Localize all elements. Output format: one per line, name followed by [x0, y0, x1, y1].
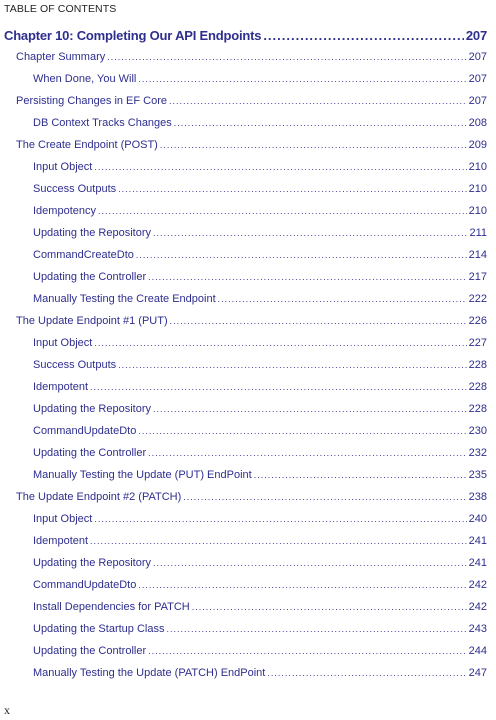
toc-entry[interactable] — [16, 51, 487, 63]
toc-entry-page-number: 235 — [468, 469, 487, 481]
toc-entry[interactable] — [33, 579, 487, 591]
toc-entry[interactable] — [33, 601, 487, 613]
toc-entry-page-number: 226 — [468, 315, 487, 327]
dot-leader — [267, 668, 466, 678]
toc-entry-title: Persisting Changes in EF Core — [16, 95, 168, 107]
toc-entry-page-number: 247 — [468, 667, 487, 679]
toc-entry[interactable] — [16, 95, 487, 107]
toc-entry-page-number: 228 — [468, 403, 487, 415]
toc-entry-title: Install Dependencies for PATCH — [33, 601, 190, 613]
toc-entry[interactable] — [33, 645, 487, 657]
toc-entry-title: When Done, You Will — [33, 73, 137, 85]
dot-leader — [90, 536, 467, 546]
toc-entry-page-number: 214 — [468, 249, 487, 261]
toc-entry-page-number: 238 — [468, 491, 487, 503]
toc-entry-page-number: 207 — [468, 51, 487, 63]
dot-leader — [254, 470, 467, 480]
toc-entry-title: CommandUpdateDto — [33, 425, 137, 437]
toc-entry-page-number: 244 — [468, 645, 487, 657]
toc-entry-page-number: 208 — [468, 117, 487, 129]
toc-entry[interactable] — [33, 557, 487, 569]
toc-entry-page-number: 227 — [468, 337, 487, 349]
toc-entry-title: The Update Endpoint #2 (PATCH) — [16, 491, 182, 503]
dot-leader — [94, 162, 466, 172]
toc-entry-page-number: 210 — [468, 161, 487, 173]
toc-entry-page-number: 211 — [469, 227, 487, 239]
dot-leader — [118, 360, 466, 370]
dot-leader — [148, 646, 467, 656]
toc-entry-title: CommandUpdateDto — [33, 579, 137, 591]
toc-entry-page-number: 230 — [468, 425, 487, 437]
dot-leader — [138, 580, 466, 590]
toc-entry[interactable] — [16, 139, 487, 151]
dot-leader — [98, 206, 467, 216]
toc-entry-title: CommandCreateDto — [33, 249, 134, 261]
toc-entry-page-number: 232 — [468, 447, 487, 459]
toc-entry-page-number: 210 — [468, 183, 487, 195]
dot-leader — [138, 426, 466, 436]
toc-entry-page-number: 210 — [468, 205, 487, 217]
toc-entry-page-number: 228 — [468, 381, 487, 393]
dot-leader — [148, 448, 467, 458]
toc-entry[interactable] — [33, 205, 487, 217]
toc-entry[interactable] — [33, 623, 487, 635]
toc-entry-title: Manually Testing the Update (PATCH) EndPoint — [33, 667, 266, 679]
toc-entry-title: Input Object — [33, 161, 93, 173]
toc-chapter-entry[interactable] — [4, 28, 487, 43]
toc-entry-page-number: 207 — [468, 95, 487, 107]
toc-entry[interactable] — [33, 161, 487, 173]
toc-entry[interactable] — [33, 469, 487, 481]
dot-leader — [138, 74, 466, 84]
dot-leader — [90, 382, 467, 392]
toc-entry[interactable] — [33, 447, 487, 459]
toc-entry[interactable] — [33, 293, 487, 305]
page-header: TABLE OF CONTENTS — [4, 3, 117, 15]
dot-leader — [160, 140, 467, 150]
toc-entry-page-number: 241 — [468, 557, 487, 569]
dot-leader — [170, 316, 467, 326]
toc-entry[interactable] — [33, 271, 487, 283]
toc-entry-page-number: 217 — [468, 271, 487, 283]
toc-entry[interactable] — [33, 117, 487, 129]
toc-entry-page-number: 207 — [465, 28, 487, 43]
toc-entry-page-number: 240 — [468, 513, 487, 525]
toc-entry-title: Idempotency — [33, 205, 96, 217]
dot-leader — [153, 558, 467, 568]
toc-entry-title: Chapter Summary — [16, 51, 106, 63]
toc-entry[interactable] — [33, 535, 487, 547]
toc-entry-title: Chapter 10: Completing Our API Endpoints — [4, 28, 262, 43]
dot-leader — [118, 184, 466, 194]
toc-entry-title: Updating the Controller — [33, 645, 147, 657]
toc-entry[interactable] — [33, 425, 487, 437]
toc-entry-page-number: 242 — [468, 601, 487, 613]
toc-entry-title: Idempotent — [33, 535, 89, 547]
toc-entry-title: Updating the Startup Class — [33, 623, 165, 635]
dot-leader — [107, 52, 466, 62]
dot-leader — [183, 492, 466, 502]
dot-leader — [174, 118, 467, 128]
toc-entry-title: The Create Endpoint (POST) — [16, 139, 158, 151]
toc-entry-title: Manually Testing the Create Endpoint — [33, 293, 216, 305]
toc-entry-title: Updating the Controller — [33, 447, 147, 459]
dot-leader — [94, 514, 466, 524]
toc-entry-title: Idempotent — [33, 381, 89, 393]
toc-entry-title: Updating the Controller — [33, 271, 147, 283]
dot-leader — [153, 228, 467, 238]
toc-entry-title: Manually Testing the Update (PUT) EndPoint — [33, 469, 252, 481]
dot-leader — [218, 294, 467, 304]
toc-entry-title: Updating the Repository — [33, 403, 152, 415]
dot-leader — [94, 338, 466, 348]
toc-entry-page-number: 222 — [468, 293, 487, 305]
toc-entry-page-number: 228 — [468, 359, 487, 371]
toc-entry[interactable] — [33, 227, 487, 239]
dot-leader — [136, 250, 467, 260]
toc-entry[interactable] — [33, 359, 487, 371]
toc-entry[interactable] — [33, 249, 487, 261]
toc-entry-page-number: 241 — [468, 535, 487, 547]
dot-leader — [169, 96, 467, 106]
toc-entry-page-number: 209 — [468, 139, 487, 151]
toc-entry-title: The Update Endpoint #1 (PUT) — [16, 315, 168, 327]
toc-entry[interactable] — [33, 513, 487, 525]
toc-entry[interactable] — [33, 337, 487, 349]
toc-entry[interactable] — [33, 73, 487, 85]
toc-entry-title: Success Outputs — [33, 359, 117, 371]
dot-leader — [153, 404, 467, 414]
toc-entry-title: Input Object — [33, 513, 93, 525]
toc-entry-title: DB Context Tracks Changes — [33, 117, 172, 129]
dot-leader — [263, 28, 464, 43]
toc-entry-page-number: 242 — [468, 579, 487, 591]
toc-entry-page-number: 243 — [468, 623, 487, 635]
toc-entry[interactable] — [33, 183, 487, 195]
toc-entry[interactable] — [33, 381, 487, 393]
dot-leader — [192, 602, 467, 612]
page-number-footer: x — [4, 703, 10, 717]
toc-entry[interactable] — [33, 667, 487, 679]
toc-entry-title: Updating the Repository — [33, 557, 152, 569]
toc-entry-title: Input Object — [33, 337, 93, 349]
toc-entry-page-number: 207 — [468, 73, 487, 85]
toc-entry-title: Success Outputs — [33, 183, 117, 195]
toc-entry[interactable] — [33, 403, 487, 415]
dot-leader — [166, 624, 466, 634]
dot-leader — [148, 272, 467, 282]
toc-entry-title: Updating the Repository — [33, 227, 152, 239]
toc-entry[interactable] — [16, 491, 487, 503]
toc-entry[interactable] — [16, 315, 487, 327]
